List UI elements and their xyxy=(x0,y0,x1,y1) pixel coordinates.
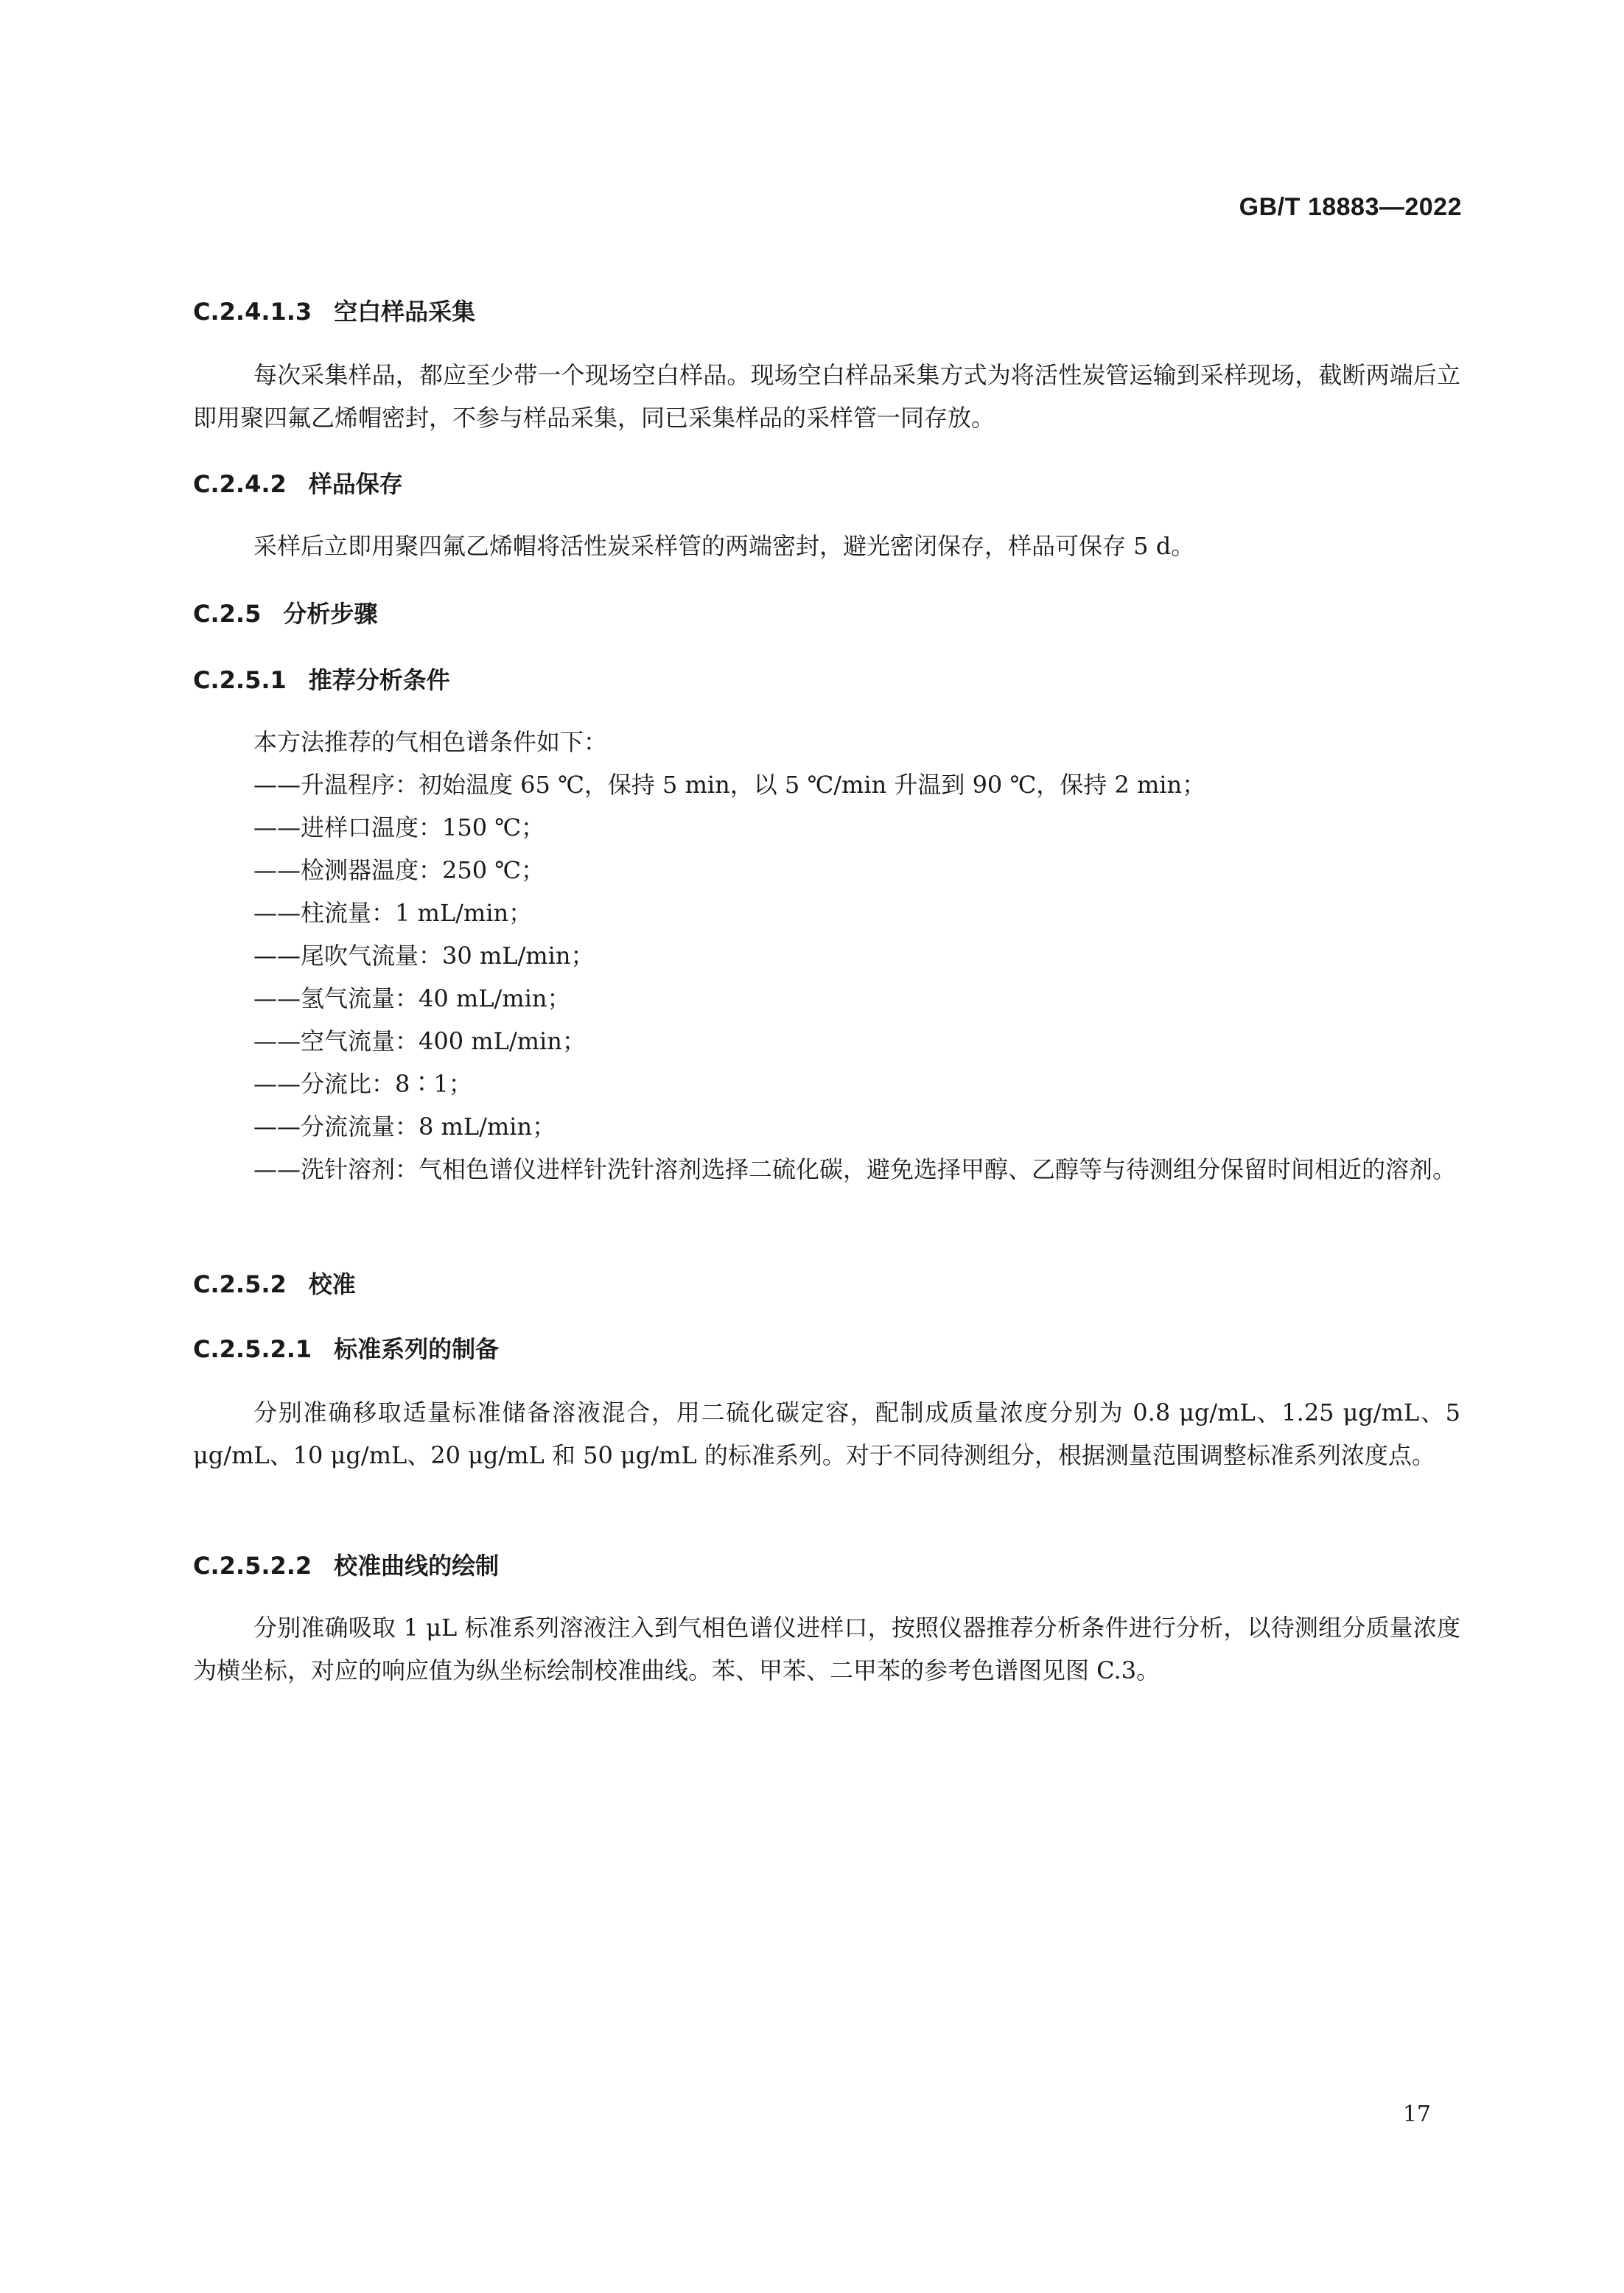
list-item: ——洗针溶剂：气相色谱仪进样针洗针溶剂选择二硫化碳，避免选择甲醇、乙醇等与待测组分保留时间相近的溶剂。 xyxy=(253,1155,1457,1183)
list-item: ——尾吹气流量：30 mL/min； xyxy=(253,942,595,970)
conditions-list xyxy=(193,763,1460,1191)
section-title: 标准系列的制备 xyxy=(334,1335,500,1363)
list-item: ——分流比：8∶1； xyxy=(253,1070,472,1098)
paragraph-standard-series: 分别准确移取适量标准储备溶液混合，用二硫化碳定容，配制成质量浓度分别为 0.8 μg/mL、1.25 μg/mL、5 μg/mL、10 μg/mL、20 μg/mL 和 50 μg/mL 的标准系列。对于不同待测组分，根据测量范围调整标准系列浓度点。 xyxy=(193,1398,1460,1469)
list-item: ——空气流量：400 mL/min； xyxy=(253,1027,586,1055)
standard-number: GB/T 18883—2022 xyxy=(1239,193,1462,221)
section-heading-c2413 xyxy=(193,293,475,327)
list-item: ——检测器温度：250 ℃； xyxy=(253,856,545,884)
section-title: 校准曲线的绘制 xyxy=(334,1552,500,1580)
list-item: ——升温程序：初始温度 65 ℃，保持 5 min，以 5 ℃/min 升温到 90 ℃，保持 2 min； xyxy=(253,771,1206,799)
section-title: 分析步骤 xyxy=(283,600,378,628)
section-heading-c242 xyxy=(193,466,403,500)
paragraph-blank-sample: 每次采集样品，都应至少带一个现场空白样品。现场空白样品采集方式为将活性炭管运输到采样现场，截断两端后立即用聚四氟乙烯帽密封，不参与样品采集，同已采集样品的采样管一同存放。 xyxy=(193,361,1460,432)
paragraph-calibration-curve: 分别准确吸取 1 μL 标准系列溶液注入到气相色谱仪进样口，按照仪器推荐分析条件进行分析，以待测组分质量浓度为横坐标，对应的响应值为纵坐标绘制校准曲线。苯、甲苯、二甲苯的参考色谱图见图 C.3。 xyxy=(193,1614,1460,1684)
section-heading-c2521 xyxy=(193,1331,499,1365)
section-number: C.2.4.1.3 xyxy=(193,298,312,326)
list-item: ——分流流量：8 mL/min； xyxy=(253,1113,556,1141)
list-item: ——进样口温度：150 ℃； xyxy=(253,813,545,841)
list-item: ——柱流量：1 mL/min； xyxy=(253,899,533,927)
conditions-intro: 本方法推荐的气相色谱条件如下： xyxy=(253,728,608,756)
section-title: 校准 xyxy=(308,1270,356,1298)
page-number: 17 xyxy=(1402,2101,1431,2127)
section-number: C.2.5.2 xyxy=(193,1270,287,1298)
section-heading-c251 xyxy=(193,662,450,696)
section-number: C.2.4.2 xyxy=(193,470,287,498)
list-item: ——氢气流量：40 mL/min； xyxy=(253,984,571,1012)
section-heading-c2522 xyxy=(193,1547,499,1581)
paragraph-sample-storage: 采样后立即用聚四氟乙烯帽将活性炭采样管的两端密封，避光密闭保存，样品可保存 5 d。 xyxy=(253,532,1195,560)
section-number: C.2.5.2.2 xyxy=(193,1552,312,1580)
section-number: C.2.5.1 xyxy=(193,666,287,694)
section-title: 样品保存 xyxy=(308,470,403,498)
section-number: C.2.5.2.1 xyxy=(193,1335,312,1363)
section-title: 空白样品采集 xyxy=(334,298,476,326)
section-heading-c252 xyxy=(193,1266,356,1300)
section-heading-c25 xyxy=(193,595,377,629)
section-number: C.2.5 xyxy=(193,600,262,628)
section-title: 推荐分析条件 xyxy=(308,666,450,694)
